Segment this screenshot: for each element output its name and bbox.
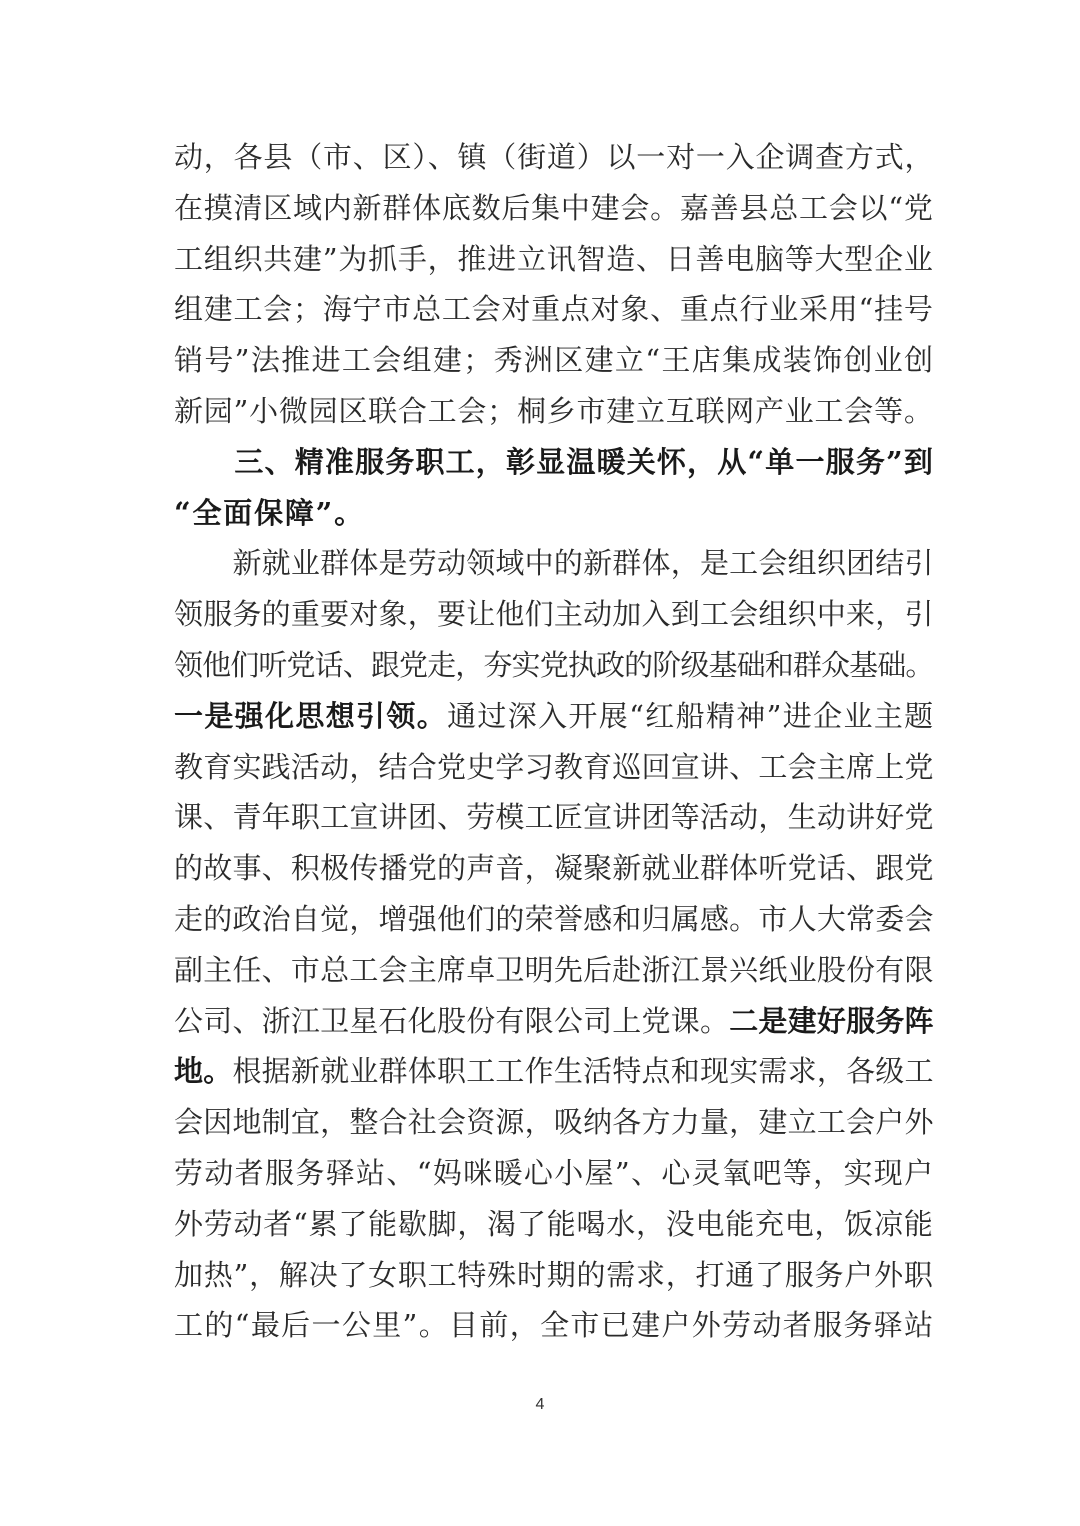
- text-line: [174, 1097, 934, 1148]
- text-line: [174, 437, 934, 488]
- bold-text-segment: 一是强化思想引领。: [174, 698, 448, 733]
- text-segment: 课、青年职工宣讲团、劳模工匠宣讲团等活动，生动讲好党: [174, 800, 934, 835]
- text-line: [174, 691, 934, 742]
- text-line: [174, 1250, 934, 1301]
- text-segment: 劳动者服务驿站、“妈咪暖心小屋”、心灵氧吧等，实现户: [174, 1155, 935, 1190]
- text-line: [174, 234, 934, 285]
- bold-text-segment: “全面保障”。: [174, 495, 365, 530]
- text-segment: 通过深入开展“红船精神”进企业主题: [447, 698, 935, 733]
- text-line: [174, 843, 934, 894]
- bold-text-segment: 三、精准服务职工，彰显温暖关怀，从“单一服务”到: [174, 444, 935, 479]
- text-segment: 根据新就业群体职工工作生活特点和现实需求，各级工: [232, 1054, 934, 1089]
- text-line: [174, 488, 934, 539]
- text-segment: 公司、浙江卫星石化股份有限公司上党课。: [174, 1003, 730, 1038]
- text-line: [174, 1046, 934, 1097]
- text-segment: 新园”小微园区联合工会；桐乡市建立互联网产业工会等。: [174, 393, 934, 428]
- text-line: [174, 1300, 934, 1351]
- text-line: [174, 335, 934, 386]
- text-line: [174, 284, 934, 335]
- text-segment: 加热”，解决了女职工特殊时期的需求，打通了服务户外职: [174, 1257, 934, 1292]
- text-segment: 副主任、市总工会主席卓卫明先后赴浙江景兴纸业股份有限: [174, 952, 934, 987]
- text-line: [174, 1148, 934, 1199]
- text-line: [174, 640, 934, 691]
- text-segment: 组建工会；海宁市总工会对重点对象、重点行业采用“挂号: [174, 292, 934, 327]
- text-line: [174, 538, 934, 589]
- text-line: [174, 1199, 934, 1250]
- bold-text-segment: 地。: [174, 1054, 233, 1089]
- text-segment: 动，各县（市、区）、镇（街道）以一对一入企调查方式，: [174, 140, 935, 174]
- text-segment: 销号”法推进工会组建；秀洲区建立“王店集成装饰创业创: [174, 343, 935, 378]
- text-segment: 的故事、积极传播党的声音，凝聚新就业群体听党话、跟党: [174, 851, 934, 886]
- body-text: [174, 132, 934, 1351]
- bold-text-segment: 二是建好服务阵: [729, 1003, 934, 1038]
- text-line: [174, 589, 934, 640]
- text-line: [174, 792, 934, 843]
- text-segment: 工组织共建”为抓手，推进立讯智造、日善电脑等大型企业: [174, 241, 934, 276]
- text-segment: 走的政治自觉，增强他们的荣誉感和归属感。市人大常委会: [174, 901, 934, 936]
- text-segment: 会因地制宜，整合社会资源，吸纳各方力量，建立工会户外: [174, 1105, 934, 1140]
- text-line: [174, 996, 934, 1047]
- text-segment: 教育实践活动，结合党史学习教育巡回宣讲、工会主席上党: [174, 749, 934, 784]
- text-segment: 在摸清区域内新群体底数后集中建会。嘉善县总工会以“党: [174, 190, 934, 225]
- text-line: [174, 945, 934, 996]
- text-segment: 工的“最后一公里”。目前，全市已建户外劳动者服务驿站: [174, 1308, 935, 1343]
- text-segment: 外劳动者“累了能歇脚，渴了能喝水，没电能充电，饭凉能: [174, 1206, 934, 1241]
- page-number: 4: [535, 1396, 545, 1413]
- text-line: [174, 183, 934, 234]
- text-line: [174, 132, 934, 183]
- text-line: [174, 386, 934, 437]
- text-line: [174, 742, 934, 793]
- text-line: [174, 894, 934, 945]
- text-segment: 领他们听党话、跟党走，夯实党执政的阶级基础和群众基础。: [174, 647, 934, 682]
- text-segment: 领服务的重要对象，要让他们主动加入到工会组织中来，引: [174, 597, 934, 632]
- text-segment: 新就业群体是劳动领域中的新群体，是工会组织团结引: [174, 546, 934, 581]
